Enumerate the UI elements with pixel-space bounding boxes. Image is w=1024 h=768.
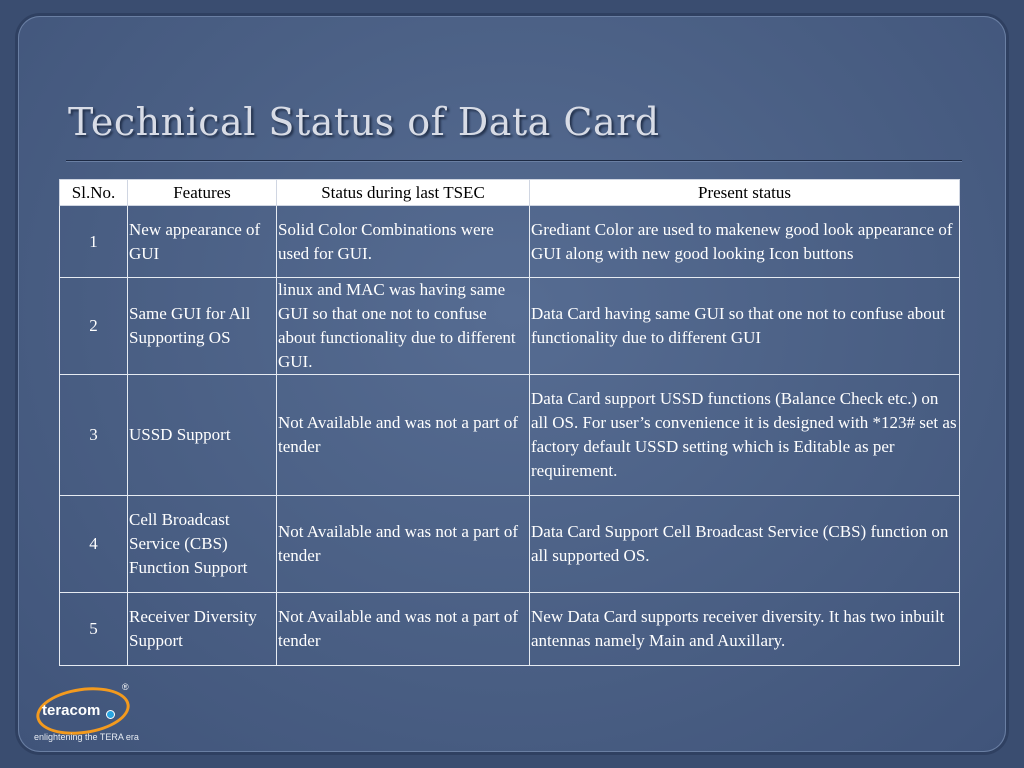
logo-tagline: enlightening the TERA era [34, 732, 139, 742]
cell-feature: USSD Support [128, 375, 277, 496]
cell-feature: Cell Broadcast Service (CBS) Function Support [128, 496, 277, 593]
cell-feature: Same GUI for All Supporting OS [128, 278, 277, 375]
cell-feature: New appearance of GUI [128, 206, 277, 278]
header-features: Features [128, 180, 277, 206]
cell-feature: Receiver Diversity Support [128, 593, 277, 666]
teracom-logo [32, 684, 142, 746]
cell-sl-no: 3 [60, 375, 128, 496]
cell-present-status: New Data Card supports receiver diversity. It has two inbuilt antennas namely Main and Auxillary. [530, 593, 960, 666]
header-last-status: Status during last TSEC [277, 180, 530, 206]
cell-sl-no: 2 [60, 278, 128, 375]
table-row [60, 496, 960, 593]
cell-sl-no: 1 [60, 206, 128, 278]
table-header-row [60, 180, 960, 206]
cell-last-status: Not Available and was not a part of tender [277, 496, 530, 593]
table-row [60, 375, 960, 496]
header-sl-no: Sl.No. [60, 180, 128, 206]
cell-sl-no: 4 [60, 496, 128, 593]
cell-last-status: Not Available and was not a part of tender [277, 375, 530, 496]
slide-title: Technical Status of Data Card [68, 100, 660, 144]
cell-present-status: Data Card having same GUI so that one not to confuse about functionality due to different GUI [530, 278, 960, 375]
registered-mark: ® [122, 682, 129, 692]
cell-present-status: Data Card Support Cell Broadcast Service (CBS) function on all supported OS. [530, 496, 960, 593]
logo-dot-icon [106, 710, 115, 719]
title-divider [66, 160, 962, 162]
cell-present-status: Data Card support USSD functions (Balance Check etc.) on all OS. For user’s convenience it is designed with *123# set as factory default USSD setting which is Editable as per requirement. [530, 375, 960, 496]
cell-last-status: linux and MAC was having same GUI so that one not to confuse about functionality due to different GUI. [277, 278, 530, 375]
status-table [59, 179, 960, 666]
table-row [60, 278, 960, 375]
cell-sl-no: 5 [60, 593, 128, 666]
table-row [60, 593, 960, 666]
cell-last-status: Solid Color Combinations were used for GUI. [277, 206, 530, 278]
logo-wordmark: teracom [42, 702, 101, 719]
header-present-status: Present status [530, 180, 960, 206]
cell-present-status: Grediant Color are used to makenew good look appearance of GUI along with new good looking Icon buttons [530, 206, 960, 278]
table-row [60, 206, 960, 278]
cell-last-status: Not Available and was not a part of tender [277, 593, 530, 666]
